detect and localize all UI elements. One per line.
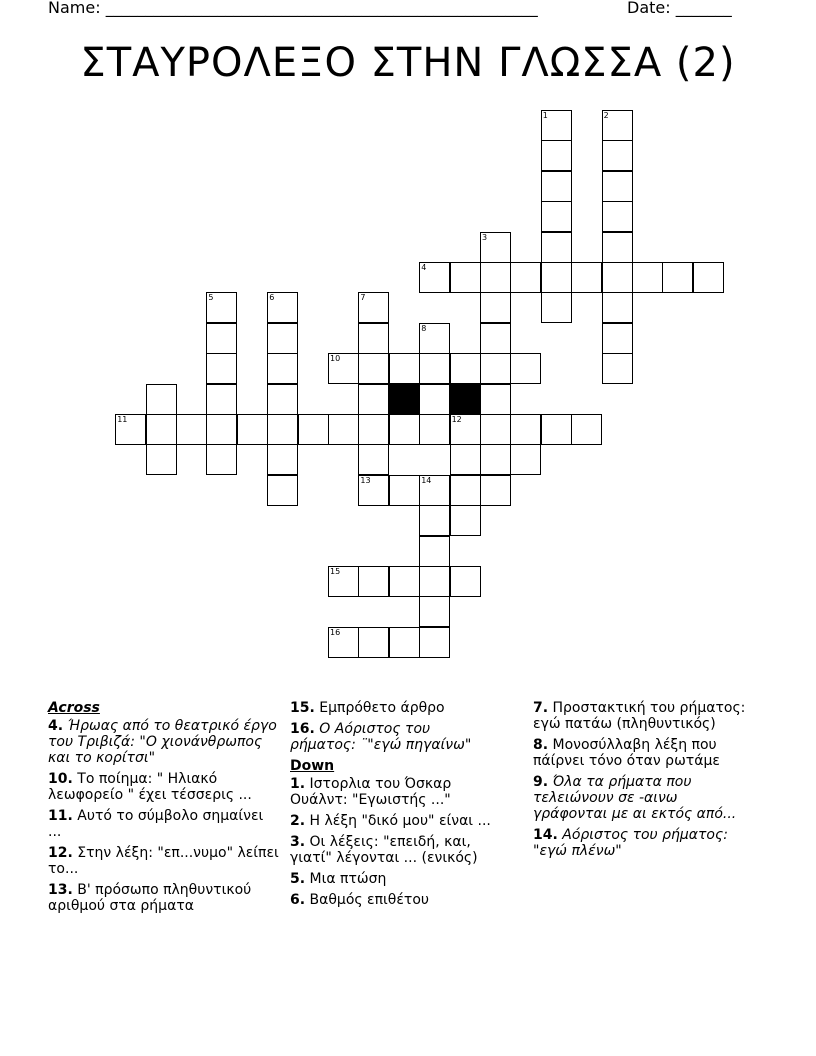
grid-cell[interactable] bbox=[693, 262, 724, 293]
grid-cell[interactable] bbox=[662, 262, 693, 293]
grid-cell[interactable] bbox=[602, 110, 633, 141]
grid-cell[interactable] bbox=[480, 414, 511, 445]
name-label: Name: bbox=[48, 0, 101, 17]
grid-cell[interactable] bbox=[510, 353, 541, 384]
clue-number: 3 bbox=[482, 232, 488, 242]
grid-cell[interactable] bbox=[328, 566, 359, 597]
across-clue-16: 16. Ο Αόριστος του ρήματος: ¨"εγώ πηγαίνω" bbox=[290, 721, 472, 753]
grid-cell[interactable] bbox=[267, 414, 298, 445]
across-clue-13: 13. Β' πρόσωπο πληθυντικού αριθμού στα ρήματα bbox=[48, 882, 252, 914]
grid-cell[interactable] bbox=[541, 171, 572, 202]
grid-cell[interactable] bbox=[419, 384, 450, 415]
grid-cell[interactable] bbox=[358, 384, 389, 415]
grid-cell[interactable] bbox=[206, 414, 237, 445]
clue-number: 2 bbox=[603, 111, 609, 120]
date-label: Date: bbox=[627, 0, 671, 17]
grid-cell[interactable] bbox=[267, 384, 298, 415]
grid-cell[interactable] bbox=[267, 292, 298, 323]
grid-cell[interactable] bbox=[602, 140, 633, 171]
grid-cell[interactable] bbox=[237, 414, 268, 445]
grid-cell[interactable] bbox=[602, 353, 633, 384]
grid-cell[interactable] bbox=[632, 262, 663, 293]
grid-cell[interactable] bbox=[480, 262, 511, 293]
grid-cell[interactable] bbox=[480, 232, 511, 263]
grid-cell[interactable] bbox=[419, 323, 450, 354]
grid-cell[interactable] bbox=[206, 384, 237, 415]
clue-number: 8 bbox=[421, 323, 427, 333]
name-line: ______________________________________________________ bbox=[105, 0, 538, 17]
grid-cell[interactable] bbox=[541, 292, 572, 323]
grid-cell[interactable] bbox=[389, 353, 420, 384]
down-clue-3: 3. Οι λέξεις: "επειδή, και, γιατί" λέγονται ... (ενικός) bbox=[290, 834, 478, 866]
clue-number: 4 bbox=[421, 263, 427, 272]
clues-column-1 bbox=[48, 700, 280, 919]
grid-cell[interactable] bbox=[541, 140, 572, 171]
grid-cell[interactable] bbox=[480, 475, 511, 506]
clue-number: 12 bbox=[451, 415, 462, 424]
clue-number: 11 bbox=[117, 415, 128, 424]
grid-cell[interactable] bbox=[480, 353, 511, 384]
down-heading: Down bbox=[290, 758, 335, 774]
down-clue-9: 9. Όλα τα ρήματα που τελειώνουν σε -αινω γράφονται με αι εκτός από... bbox=[533, 774, 737, 822]
across-clue-4: 4. Ήρωας από το θεατρικό έργο του Τριβιζά: "Ο χιονάνθρωπος και το κορίτσι" bbox=[48, 718, 277, 766]
grid-cell[interactable] bbox=[541, 262, 572, 293]
grid-cell[interactable] bbox=[176, 414, 207, 445]
grid-cell[interactable] bbox=[541, 414, 572, 445]
grid-cell[interactable] bbox=[267, 475, 298, 506]
grid-cell[interactable] bbox=[328, 353, 359, 384]
grid-cell[interactable] bbox=[358, 627, 389, 658]
clue-number: 1 bbox=[542, 111, 548, 120]
grid-cell[interactable] bbox=[450, 262, 481, 293]
grid-cell[interactable] bbox=[480, 384, 511, 415]
grid-cell[interactable] bbox=[206, 353, 237, 384]
grid-cell[interactable] bbox=[602, 171, 633, 202]
date-line: _______ bbox=[675, 0, 732, 17]
clue-number: 10 bbox=[330, 354, 341, 364]
grid-cell[interactable] bbox=[571, 262, 602, 293]
grid-cell[interactable] bbox=[419, 566, 450, 597]
grid-cell[interactable] bbox=[602, 262, 633, 293]
black-cell bbox=[450, 384, 481, 415]
grid-cell[interactable] bbox=[510, 262, 541, 293]
clue-number: 5 bbox=[208, 293, 214, 303]
across-heading: Across bbox=[48, 700, 100, 716]
grid-cell[interactable] bbox=[541, 110, 572, 141]
grid-cell[interactable] bbox=[146, 414, 177, 445]
grid-cell[interactable] bbox=[419, 627, 450, 658]
grid-cell[interactable] bbox=[267, 353, 298, 384]
across-clue-10: 10. Το ποίημα: " Ηλιακό λεωφορείο " έχει τέσσερις ... bbox=[48, 771, 252, 803]
clues-column-3 bbox=[533, 700, 755, 864]
down-clue-1: 1. Ιστορλια του Όσκαρ Ουάλντ: "Εγωιστής ..." bbox=[290, 776, 452, 808]
grid-cell[interactable] bbox=[450, 414, 481, 445]
grid-cell[interactable] bbox=[602, 323, 633, 354]
clue-number: 7 bbox=[360, 293, 366, 303]
grid-cell[interactable] bbox=[419, 414, 450, 445]
grid-cell[interactable] bbox=[419, 353, 450, 384]
page-title: ΣΤΑΥΡΟΛΕΞΟ ΣΤΗΝ ΓΛΩΣΣΑ (2) bbox=[80, 40, 736, 86]
grid-cell[interactable] bbox=[206, 292, 237, 323]
grid-cell[interactable] bbox=[602, 232, 633, 263]
grid-cell[interactable] bbox=[510, 444, 541, 475]
grid-cell[interactable] bbox=[206, 444, 237, 475]
grid-cell[interactable] bbox=[389, 566, 420, 597]
grid-cell[interactable] bbox=[450, 475, 481, 506]
grid-cell[interactable] bbox=[328, 627, 359, 658]
grid-cell[interactable] bbox=[419, 536, 450, 567]
grid-cell[interactable] bbox=[358, 566, 389, 597]
grid-cell[interactable] bbox=[480, 323, 511, 354]
down-clue-2: 2. Η λέξη "δικό μου" είναι ... bbox=[290, 813, 491, 829]
clue-number: 6 bbox=[269, 293, 275, 303]
grid-cell[interactable] bbox=[115, 414, 146, 445]
grid-cell[interactable] bbox=[450, 444, 481, 475]
grid-cell[interactable] bbox=[480, 444, 511, 475]
grid-cell[interactable] bbox=[358, 353, 389, 384]
down-clue-8: 8. Μονοσύλλαβη λέξη που πάίρνει τόνο όταν ρωτάμε bbox=[533, 737, 720, 769]
down-clue-6: 6. Βαθμός επιθέτου bbox=[290, 892, 430, 908]
grid-cell[interactable] bbox=[389, 627, 420, 658]
clues-column-2 bbox=[290, 700, 495, 913]
grid-cell[interactable] bbox=[419, 505, 450, 536]
grid-cell[interactable] bbox=[419, 596, 450, 627]
grid-cell[interactable] bbox=[389, 414, 420, 445]
grid-cell[interactable] bbox=[389, 475, 420, 506]
grid-cell[interactable] bbox=[571, 414, 602, 445]
grid-cell[interactable] bbox=[267, 444, 298, 475]
clue-number: 16 bbox=[330, 627, 341, 637]
grid-cell[interactable] bbox=[267, 323, 298, 354]
grid-cell[interactable] bbox=[480, 292, 511, 323]
clue-number: 13 bbox=[360, 475, 371, 485]
grid-cell[interactable] bbox=[450, 566, 481, 597]
black-cell bbox=[389, 384, 420, 415]
down-clue-14: 14. Αόριστος του ρήματος: "εγώ πλένω" bbox=[533, 827, 728, 859]
grid-cell[interactable] bbox=[146, 384, 177, 415]
grid-cell[interactable] bbox=[358, 292, 389, 323]
down-clue-5: 5. Μια πτώση bbox=[290, 871, 387, 887]
grid-cell[interactable] bbox=[358, 323, 389, 354]
grid-cell[interactable] bbox=[358, 475, 389, 506]
grid-cell[interactable] bbox=[146, 444, 177, 475]
grid-cell[interactable] bbox=[450, 505, 481, 536]
grid-cell[interactable] bbox=[602, 292, 633, 323]
grid-cell[interactable] bbox=[419, 262, 450, 293]
across-clue-11: 11. Αυτό το σύμβολο σημαίνει ... bbox=[48, 808, 264, 840]
grid-cell[interactable] bbox=[358, 444, 389, 475]
grid-cell[interactable] bbox=[450, 353, 481, 384]
grid-cell[interactable] bbox=[358, 414, 389, 445]
grid-cell[interactable] bbox=[541, 232, 572, 263]
grid-cell[interactable] bbox=[419, 475, 450, 506]
grid-cell[interactable] bbox=[328, 414, 359, 445]
grid-cell[interactable] bbox=[298, 414, 329, 445]
across-clue-15: 15. Εμπρόθετο άρθρο bbox=[290, 700, 445, 716]
grid-cell[interactable] bbox=[541, 201, 572, 232]
clue-number: 14 bbox=[421, 475, 432, 485]
grid-cell[interactable] bbox=[602, 201, 633, 232]
grid-cell[interactable] bbox=[510, 414, 541, 445]
down-clue-7: 7. Προστακτική του ρήματος: εγώ πατάω (πληθυντικός) bbox=[533, 700, 746, 732]
clue-number: 15 bbox=[330, 567, 341, 576]
grid-cell[interactable] bbox=[206, 323, 237, 354]
across-clue-12: 12. Στην λέξη: "επ...νυμο" λείπει το... bbox=[48, 845, 279, 877]
